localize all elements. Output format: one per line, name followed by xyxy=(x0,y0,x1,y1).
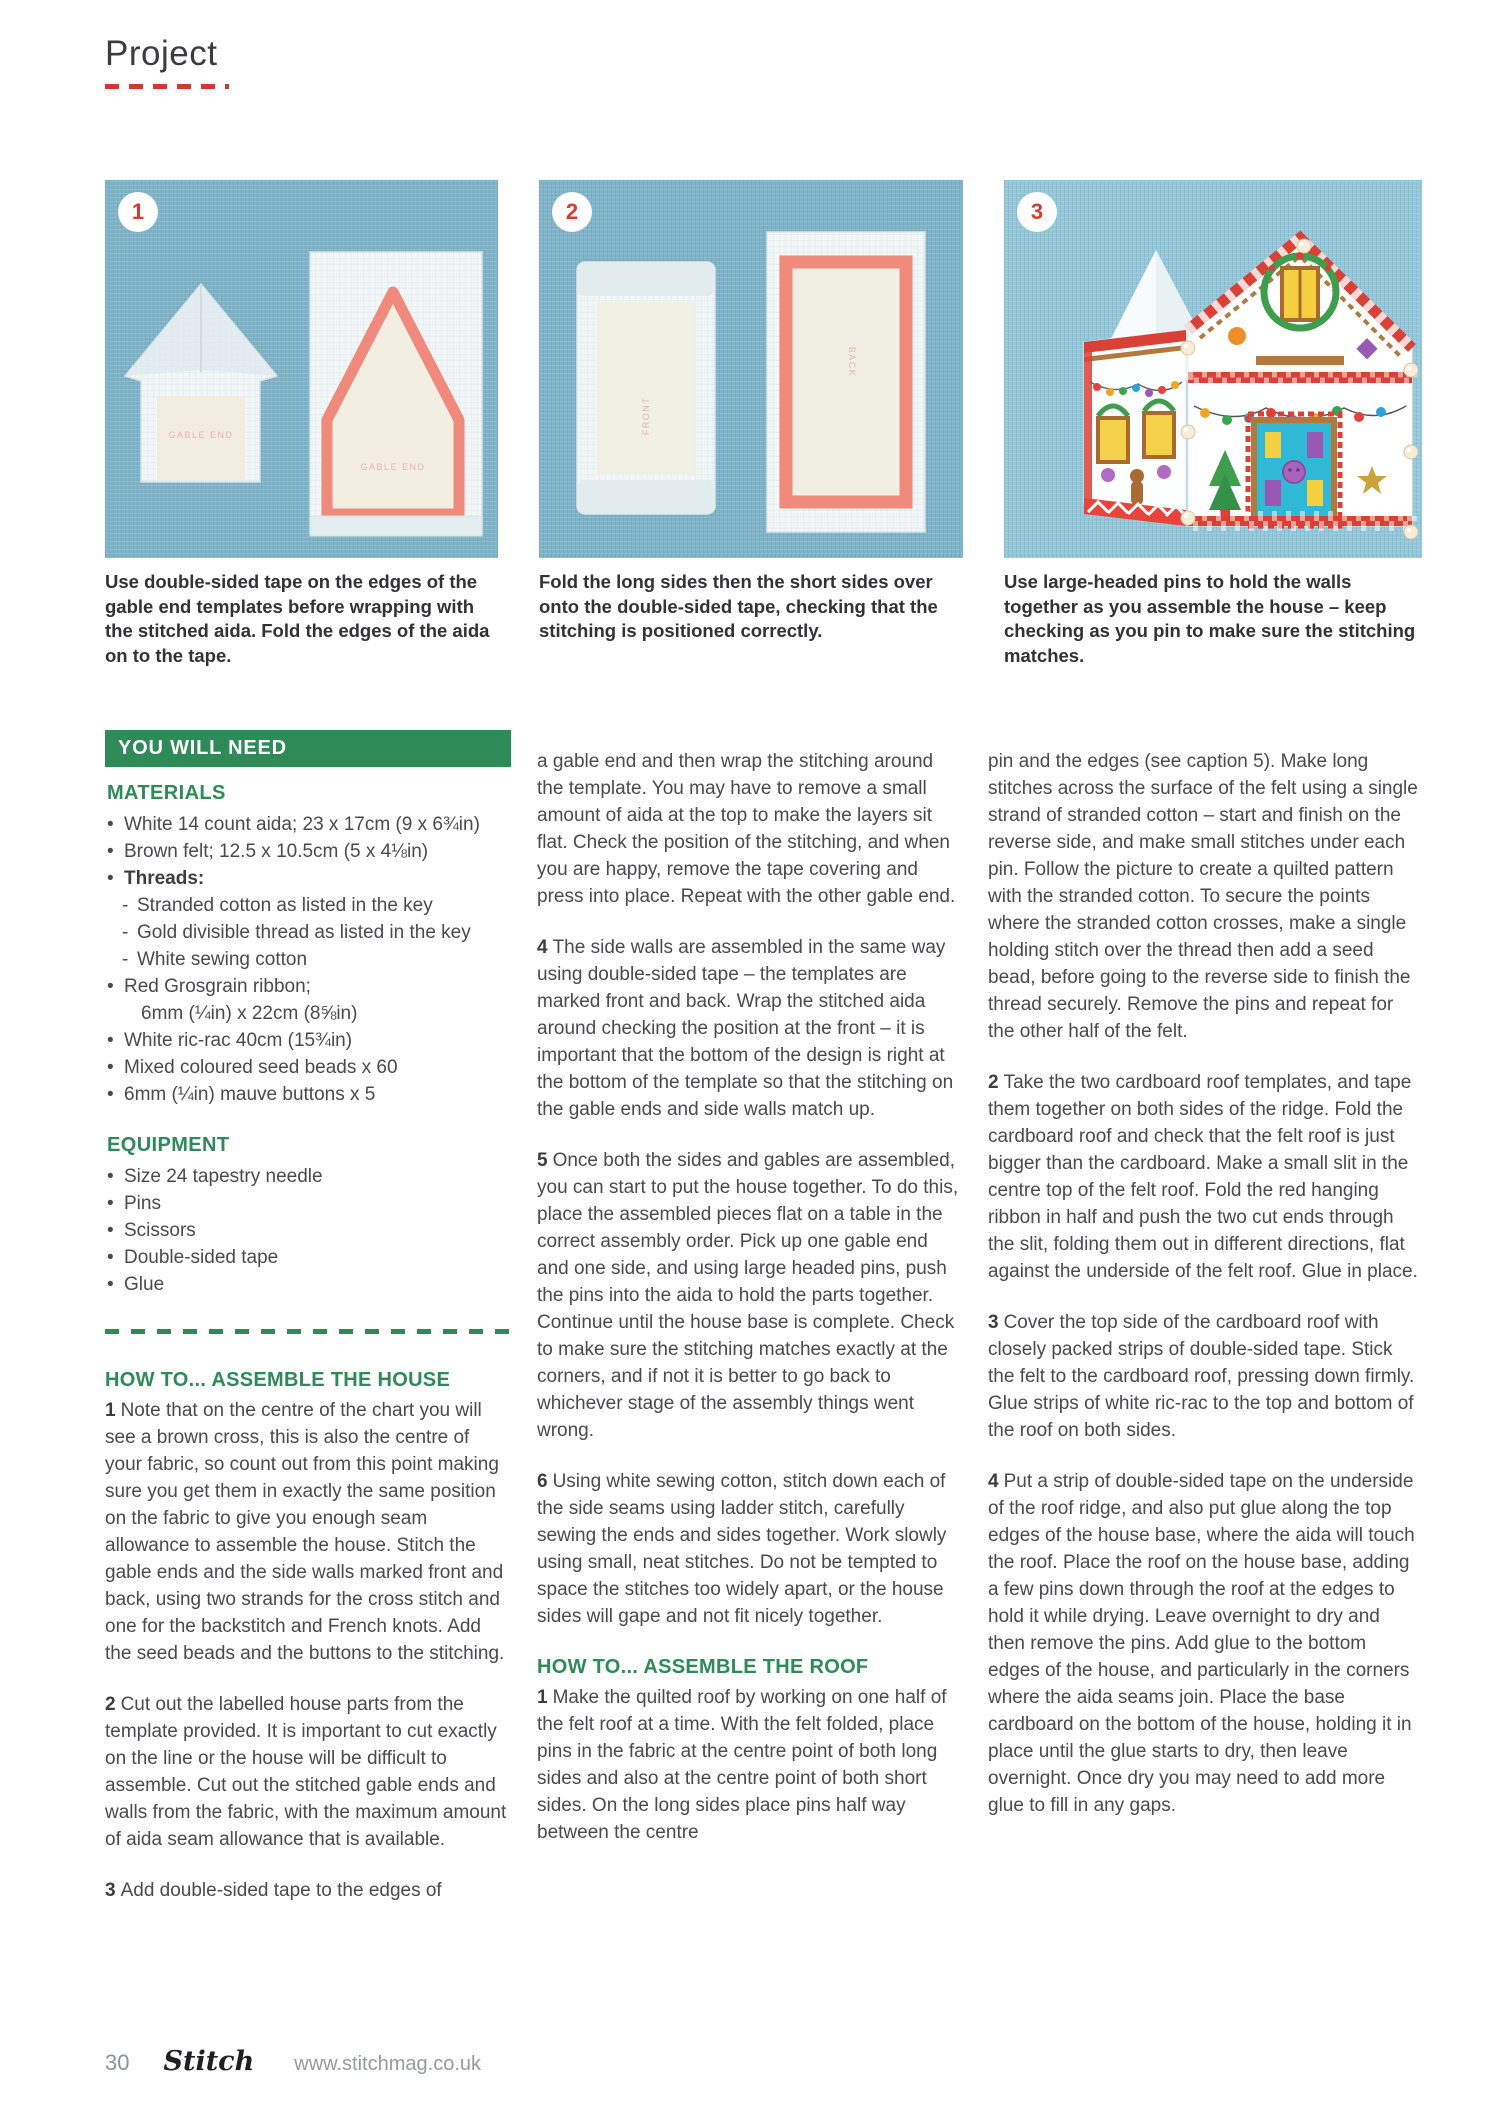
photo-step-3 xyxy=(1004,180,1422,558)
bullet-marker xyxy=(124,1000,141,1027)
bullet-marker: • xyxy=(107,1084,114,1105)
template-label: FRONT xyxy=(641,396,651,436)
step-number: 1 xyxy=(105,1400,116,1421)
step-number: 1 xyxy=(537,1687,548,1708)
how-to-paragraph xyxy=(537,934,961,1123)
materials-item-text: White ric-rac 40cm (15¾in) xyxy=(124,1030,353,1051)
cross-stitch-house-illustration xyxy=(1004,180,1422,558)
step-number: 6 xyxy=(537,1471,548,1492)
step-2-badge: 2 xyxy=(552,192,592,232)
bullet-marker: - xyxy=(122,895,129,916)
step-1-badge: 1 xyxy=(118,192,158,232)
bullet-marker: • xyxy=(107,814,114,835)
equipment-item-text: Pins xyxy=(124,1193,161,1214)
red-dashed-underline xyxy=(105,84,229,89)
wall-templates-illustration xyxy=(539,180,963,558)
how-to-paragraph xyxy=(988,1468,1422,1819)
materials-item xyxy=(107,838,511,865)
materials-item xyxy=(107,865,511,892)
stitched-front-gable xyxy=(1188,238,1412,526)
page-footer xyxy=(105,2046,481,2077)
step-text: Cover the top side of the cardboard roof with closely packed strips of double-sided tape. Stick the felt to the cardboard roof, pressing down firmly. Glue strips of white ric-rac to the top and bottom of the roof on both sides. xyxy=(988,1312,1415,1441)
caption-step-2: Fold the long sides then the short sides over onto the double-sided tape, checking that the stitching is positioned correctly. xyxy=(539,571,938,641)
step-text: The side walls are assembled in the same way using double-sided tape – the templates are marked front and back. Wrap the stitched aida around checking the position at the front – it is important that the bottom of the design is right at the bottom of the template so that the stitching on the gable ends and side walls match up. xyxy=(537,937,954,1120)
house-steps-col1 xyxy=(105,1397,511,1904)
how-to-paragraph xyxy=(537,1684,961,1846)
stitched-side-wall xyxy=(1084,330,1186,526)
materials-item xyxy=(107,1054,511,1081)
materials-list xyxy=(105,811,511,1108)
materials-item xyxy=(107,973,511,1000)
equipment-item xyxy=(107,1217,511,1244)
equipment-item xyxy=(107,1271,511,1298)
step-number: 5 xyxy=(537,1150,548,1171)
bullet-marker: • xyxy=(107,841,114,862)
step-text: Using white sewing cotton, stitch down each of the side seams using ladder stitch, carefully sewing the ends and sides together. Work slowly using small, neat stitches. Do not be tempted to space the stitches too widely apart, or the house sides will gape and not fit nicely together. xyxy=(537,1471,947,1627)
roof-steps-col3 xyxy=(988,748,1422,1819)
materials-item-text: Brown felt; 12.5 x 10.5cm (5 x 4⅛in) xyxy=(124,841,429,862)
photo-captions-row xyxy=(105,570,1422,668)
materials-item-text: 6mm (¼in) x 22cm (8⅝in) xyxy=(141,1003,358,1024)
step-text: Make the quilted roof by working on one half of the felt roof at a time. With the felt folded, place pins in the fabric at the centre point of both long sides and also at the centre point of both short sides. On the long sides place pins half way between the centre xyxy=(537,1687,947,1843)
materials-item xyxy=(107,919,511,946)
template-label: GABLE END xyxy=(360,462,426,472)
bullet-marker: • xyxy=(107,868,114,889)
materials-item xyxy=(107,892,511,919)
caption-step-1: Use double-sided tape on the edges of the gable end templates before wrapping with the stitched aida. Fold the edges of the aida on to the tape. xyxy=(105,571,490,666)
step-photos-row xyxy=(105,180,1422,558)
house-steps-col2 xyxy=(537,748,961,1630)
bullet-marker: • xyxy=(107,1247,114,1268)
taped-gable-template xyxy=(310,252,482,536)
equipment-item xyxy=(107,1244,511,1271)
bullet-marker: - xyxy=(122,949,129,970)
magazine-logo: Stitch xyxy=(163,2046,255,2077)
how-to-paragraph xyxy=(537,748,961,910)
materials-item-text: 6mm (¼in) mauve buttons x 5 xyxy=(124,1084,376,1105)
step-text: Put a strip of double-sided tape on the underside of the roof ridge, and also put glue along the top edges of the house base, where the aida will touch the roof. Place the roof on the house base, adding a few pins down through the roof at the edges to hold it while drying. Leave overnight to dry and then remove the pins. Add glue to the bottom edges of the house, and particularly in the corners where the aida seams join. Place the base cardboard on the bottom of the house, holding it in place until the glue starts to dry, then leave overnight. Once dry you may need to add more glue to fill in any gaps. xyxy=(988,1471,1415,1816)
taped-back-wall xyxy=(767,232,925,532)
equipment-item-text: Scissors xyxy=(124,1220,196,1241)
materials-item-text: Red Grosgrain ribbon; xyxy=(124,976,311,997)
how-to-house-heading: HOW TO... ASSEMBLE THE HOUSE xyxy=(105,1369,451,1391)
gable-templates-illustration xyxy=(105,180,498,558)
equipment-item-text: Double-sided tape xyxy=(124,1247,279,1268)
how-to-paragraph xyxy=(537,1468,961,1630)
page-header xyxy=(105,34,229,89)
step-text: pin and the edges (see caption 5). Make long stitches across the surface of the felt using a single strand of stranded cotton – start and finish on the reverse side, and make small stitches under each pin. Follow the picture to create a quilted pattern with the stranded cotton. To secure the points where the stranded cotton crosses, make a single holding stitch over the thread then add a seed bead, before going to the reverse side to finish the thread securely. Remove the pins and repeat for the other half of the felt. xyxy=(988,751,1418,1042)
photo-step-2 xyxy=(539,180,963,558)
how-to-paragraph xyxy=(537,1147,961,1444)
bullet-marker: • xyxy=(107,976,114,997)
step-text: Cut out the labelled house parts from the template provided. It is important to cut exactly on the line or the house will be difficult to assemble. Cut out the stitched gable ends and walls from the fabric, with the maximum amount of aida seam allowance that is available. xyxy=(105,1694,507,1850)
how-to-paragraph xyxy=(105,1691,511,1853)
bullet-marker: • xyxy=(107,1193,114,1214)
materials-item xyxy=(107,1000,511,1027)
green-dashed-divider xyxy=(105,1329,511,1334)
page-number: 30 xyxy=(105,2050,130,2075)
equipment-item xyxy=(107,1163,511,1190)
bullet-marker: • xyxy=(107,1220,114,1241)
wrapped-front-wall xyxy=(577,262,715,514)
step-number: 2 xyxy=(105,1694,116,1715)
column-left xyxy=(105,730,511,1904)
you-will-need-header: YOU WILL NEED xyxy=(105,730,511,767)
materials-item-text: Gold divisible thread as listed in the key xyxy=(137,922,471,943)
caption-step-3: Use large-headed pins to hold the walls together as you assemble the house – keep checking as you pin to make sure the stitching matches. xyxy=(1004,571,1416,666)
folded-gable-piece xyxy=(125,284,277,482)
materials-item xyxy=(107,1081,511,1108)
template-label: GABLE END xyxy=(168,430,234,440)
step-number: 3 xyxy=(105,1880,116,1901)
website-url: www.stitchmag.co.uk xyxy=(294,2053,481,2075)
how-to-paragraph xyxy=(988,1069,1422,1285)
materials-heading: MATERIALS xyxy=(107,782,226,804)
bullet-marker: • xyxy=(107,1166,114,1187)
step-text: Add double-sided tape to the edges of xyxy=(120,1880,442,1901)
how-to-paragraph xyxy=(105,1397,511,1667)
step-number: 4 xyxy=(537,937,548,958)
column-right xyxy=(988,748,1422,1819)
materials-item xyxy=(107,946,511,973)
how-to-paragraph xyxy=(988,1309,1422,1444)
equipment-heading: EQUIPMENT xyxy=(107,1134,230,1156)
equipment-item-text: Glue xyxy=(124,1274,165,1295)
materials-item-text: White sewing cotton xyxy=(137,949,308,970)
materials-item xyxy=(107,811,511,838)
bullet-marker: • xyxy=(107,1030,114,1051)
materials-item-text: Mixed coloured seed beads x 60 xyxy=(124,1057,398,1078)
how-to-roof-heading: HOW TO... ASSEMBLE THE ROOF xyxy=(537,1656,869,1678)
step-number: 4 xyxy=(988,1471,999,1492)
page-title: Project xyxy=(105,34,218,73)
materials-item-text: Stranded cotton as listed in the key xyxy=(137,895,433,916)
equipment-item-text: Size 24 tapestry needle xyxy=(124,1166,323,1187)
column-middle xyxy=(537,748,961,1846)
bullet-marker: • xyxy=(107,1057,114,1078)
template-label: BACK xyxy=(847,346,857,378)
step-text: Take the two cardboard roof templates, and tape them together on both sides of the ridge. Fold the cardboard roof and check that the felt roof is just bigger than the cardboard. Make a small slit in the centre top of the felt roof. Fold the red hanging ribbon in half and push the two cut ends through the slit, folding them out in different directions, flat against the underside of the felt roof. Glue in place. xyxy=(988,1072,1418,1282)
step-3-badge: 3 xyxy=(1017,192,1057,232)
materials-item xyxy=(107,1027,511,1054)
materials-item-text: White 14 count aida; 23 x 17cm (9 x 6¾in) xyxy=(124,814,480,835)
materials-item-text: Threads: xyxy=(124,868,205,889)
step-text: Note that on the centre of the chart you will see a brown cross, this is also the centre of your fabric, so count out from this point making sure you get them in exactly the same position on the fabric to give you enough seam allowance to assemble the house. Stitch the gable ends and the side walls marked front and back, using two strands for the cross stitch and one for the backstitch and French knots. Add the seed beads and the buttons to the stitching. xyxy=(105,1400,505,1664)
step-number: 2 xyxy=(988,1072,999,1093)
bullet-marker: • xyxy=(107,1274,114,1295)
step-number: 3 xyxy=(988,1312,999,1333)
equipment-list xyxy=(105,1163,511,1298)
bullet-marker: - xyxy=(122,922,129,943)
roof-steps-col2 xyxy=(537,1684,961,1846)
step-text: Once both the sides and gables are assembled, you can start to put the house together. To do this, place the assembled pieces flat on a table in the correct assembly order. Pick up one gable end and one side, and using large headed pins, push the pins into the aida to hold the parts together. Continue until the house base is complete. Check to make sure the stitching matches exactly at the corners, and if not it is better to go back to whichever stage of the assembly things went wrong. xyxy=(537,1150,959,1441)
how-to-paragraph xyxy=(988,748,1422,1045)
photo-step-1 xyxy=(105,180,498,558)
how-to-paragraph xyxy=(105,1877,511,1904)
equipment-item xyxy=(107,1190,511,1217)
step-text: a gable end and then wrap the stitching around the template. You may have to remove a small amount of aida at the top to make the layers sit flat. Check the position of the stitching, and when you are happy, remove the tape covering and press into place. Repeat with the other gable end. xyxy=(537,751,956,907)
